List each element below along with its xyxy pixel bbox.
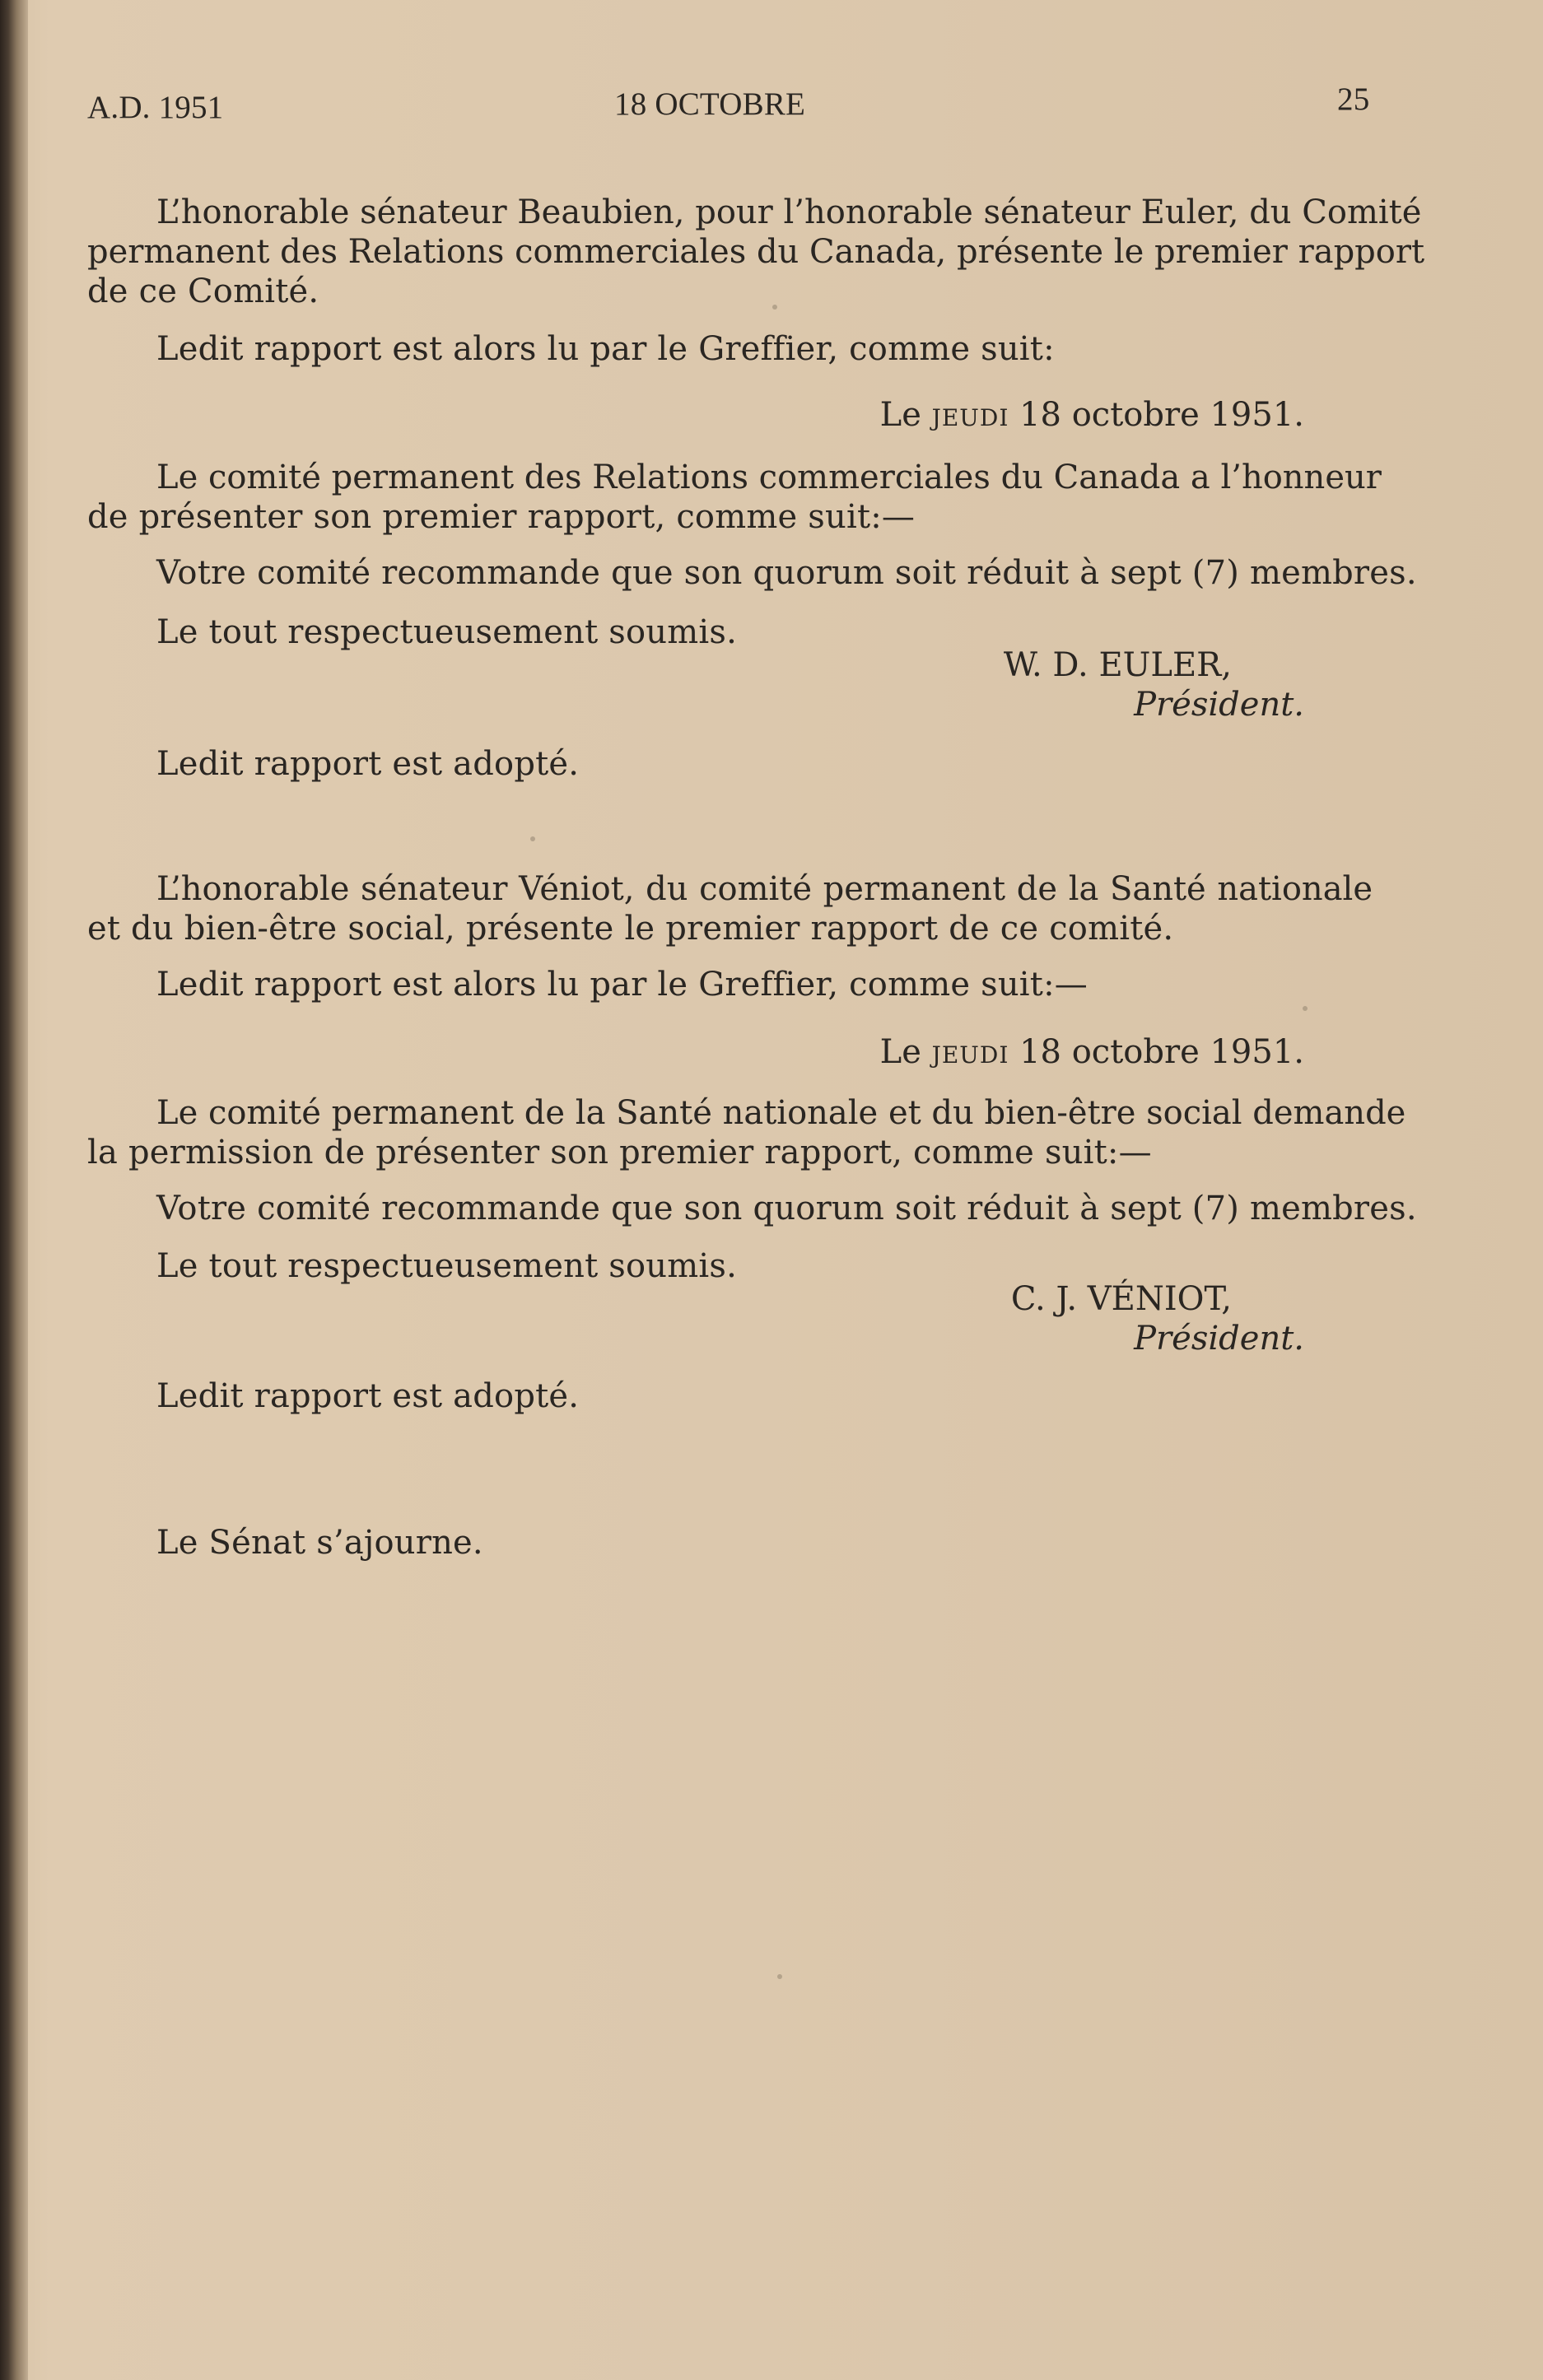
- section2-submitted: Le tout respectueusement soumis.: [156, 1247, 738, 1285]
- section2-signatory: C. J. VÉNIOT,: [1010, 1280, 1232, 1318]
- section2-report-line-1: Le comité permanent de la Santé nationale et du bien-être social demande: [156, 1094, 1406, 1132]
- paper-speck: [1303, 1006, 1308, 1011]
- section2-intro-line-2: et du bien-être social, présente le premier rapport de ce comité.: [87, 910, 1174, 948]
- paper-speck: [530, 836, 535, 841]
- section2-date-rest: 18 octobre 1951.: [1019, 1033, 1304, 1071]
- section2-date: [880, 1032, 1304, 1072]
- section1-intro-line-2: permanent des Relations commerciales du Canada, présente le premier rapport: [87, 233, 1425, 271]
- header-year: A.D. 1951: [87, 90, 224, 125]
- section2-recommendation: Votre comité recommande que son quorum soit réduit à sept (7) membres.: [156, 1190, 1417, 1227]
- section1-signatory-title: Président.: [1134, 686, 1304, 724]
- paper-speck: [772, 305, 777, 310]
- section1-date-rest: 18 octobre 1951.: [1019, 396, 1304, 434]
- section1-date-prefix: Le: [879, 396, 921, 434]
- section1-report-line-2: de présenter son premier rapport, comme suit:—: [87, 498, 916, 536]
- section1-submitted: Le tout respectueusement soumis.: [156, 613, 738, 651]
- paper-speck: [777, 1974, 782, 1979]
- section2-intro-line-1: L’honorable sénateur Véniot, du comité permanent de la Santé nationale: [156, 870, 1373, 908]
- section2-signatory-title: Président.: [1134, 1320, 1304, 1358]
- section1-intro-line-3: de ce Comité.: [87, 272, 319, 310]
- section1-intro-line-1: L’honorable sénateur Beaubien, pour l’honorable sénateur Euler, du Comité: [156, 193, 1422, 231]
- book-spine-shadow: [0, 0, 28, 2380]
- section1-signatory: W. D. EULER,: [1003, 646, 1232, 684]
- section2-adopted: Ledit rapport est adopté.: [156, 1377, 580, 1415]
- section1-date: [880, 395, 1304, 435]
- closing-line: Le Sénat s’ajourne.: [156, 1524, 483, 1562]
- section2-report-line-2: la permission de présenter son premier rapport, comme suit:—: [87, 1134, 1152, 1171]
- section2-read-line: Ledit rapport est alors lu par le Greffier, comme suit:—: [156, 966, 1088, 1004]
- section2-date-day: jeudi: [931, 1033, 1009, 1071]
- section1-recommendation: Votre comité recommande que son quorum soit réduit à sept (7) membres.: [156, 554, 1417, 592]
- section1-read-line: Ledit rapport est alors lu par le Greffier, comme suit:: [156, 330, 1055, 368]
- page-number: 25: [1337, 82, 1370, 117]
- section2-date-prefix: Le: [879, 1033, 921, 1071]
- section1-adopted: Ledit rapport est adopté.: [156, 745, 580, 783]
- section1-report-line-1: Le comité permanent des Relations commerciales du Canada a l’honneur: [156, 459, 1382, 496]
- section1-date-day: jeudi: [931, 396, 1009, 434]
- header-date: 18 OCTOBRE: [614, 86, 806, 122]
